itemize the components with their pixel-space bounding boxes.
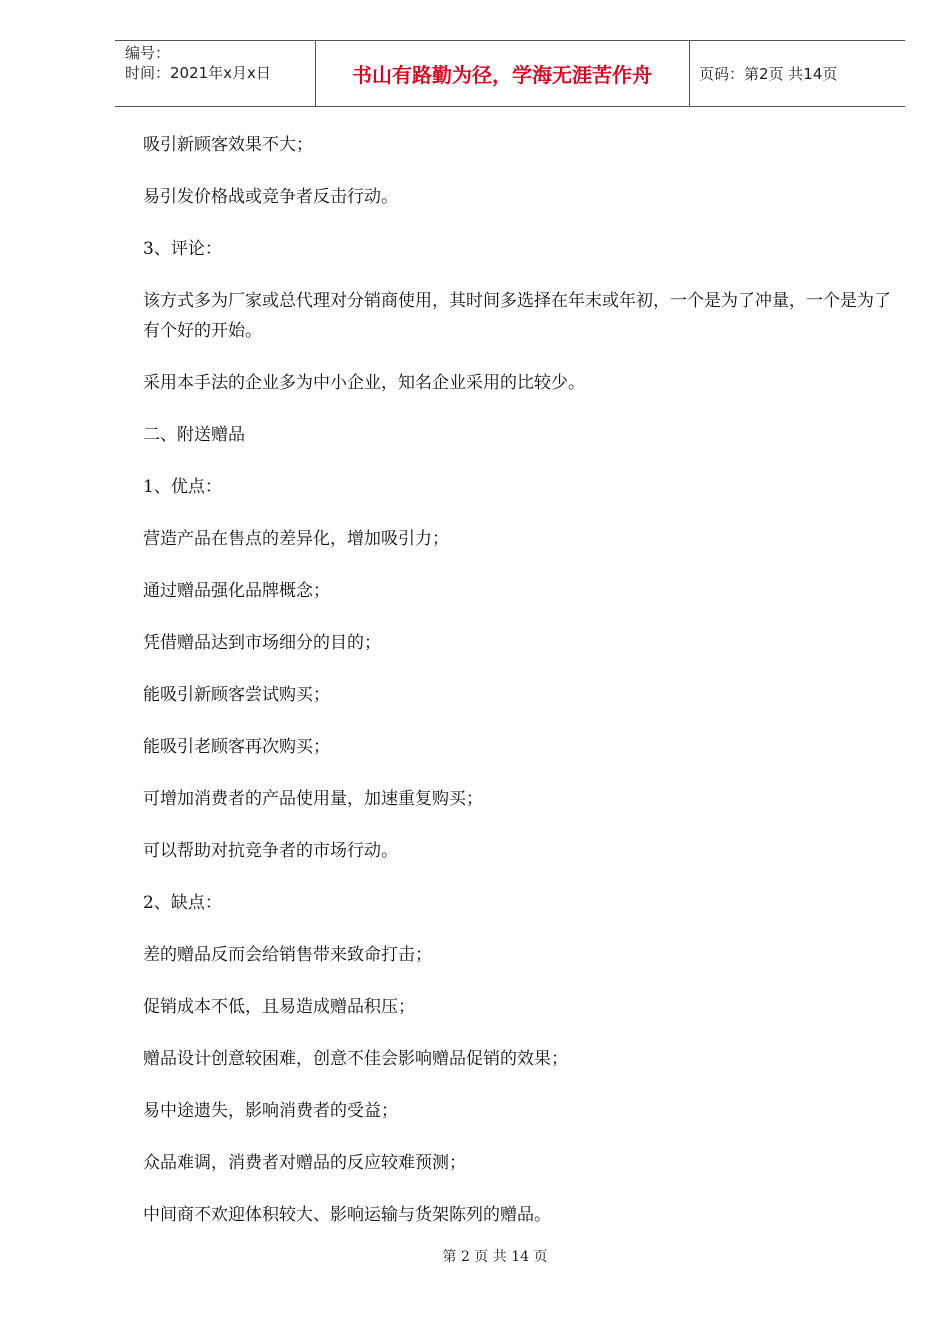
paragraph: 营造产品在售点的差异化，增加吸引力； bbox=[143, 529, 449, 549]
header-motto: 书山有路勤为径，学海无涯苦作舟 bbox=[352, 63, 652, 87]
header-page-info: 页码：第2页 共14页 bbox=[699, 65, 838, 83]
paragraph: 可以帮助对抗竞争者的市场行动。 bbox=[143, 841, 398, 861]
paragraph: 可增加消费者的产品使用量，加速重复购买； bbox=[143, 789, 483, 809]
paragraph: 吸引新顾客效果不大； bbox=[143, 135, 313, 155]
paragraph: 众品难调，消费者对赠品的反应较难预测； bbox=[143, 1153, 466, 1173]
section-heading: 2、缺点： bbox=[143, 893, 222, 913]
paragraph: 中间商不欢迎体积较大、影响运输与货架陈列的赠品。 bbox=[143, 1205, 551, 1225]
paragraph: 易中途遗失，影响消费者的受益； bbox=[143, 1101, 398, 1121]
header-divider bbox=[689, 41, 690, 106]
page-header bbox=[115, 40, 905, 107]
page-footer: 第 2 页 共 14 页 bbox=[442, 1249, 548, 1265]
paragraph: 易引发价格战或竞争者反击行动。 bbox=[143, 187, 398, 207]
paragraph: 促销成本不低，且易造成赠品积压； bbox=[143, 997, 415, 1017]
section-heading: 二、附送赠品 bbox=[143, 425, 245, 445]
paragraph: 能吸引新顾客尝试购买； bbox=[143, 685, 330, 705]
paragraph: 凭借赠品达到市场细分的目的； bbox=[143, 633, 381, 653]
paragraph: 赠品设计创意较困难，创意不佳会影响赠品促销的效果； bbox=[143, 1049, 568, 1069]
document-body bbox=[143, 130, 893, 1252]
header-meta bbox=[125, 43, 271, 83]
paragraph: 通过赠品强化品牌概念； bbox=[143, 581, 330, 601]
paragraph: 该方式多为厂家或总代理对分销商使用，其时间多选择在年末或年初，一个是为了冲量，一个是为了有个好的开始。 bbox=[143, 291, 891, 341]
paragraph: 差的赠品反而会给销售带来致命打击； bbox=[143, 945, 432, 965]
section-heading: 1、优点： bbox=[143, 477, 222, 497]
section-heading: 3、评论： bbox=[143, 239, 222, 259]
document-time-label: 时间：2021年x月x日 bbox=[125, 64, 271, 82]
paragraph: 能吸引老顾客再次购买； bbox=[143, 737, 330, 757]
document-number-label: 编号： bbox=[125, 44, 171, 62]
paragraph: 采用本手法的企业多为中小企业，知名企业采用的比较少。 bbox=[143, 373, 585, 393]
